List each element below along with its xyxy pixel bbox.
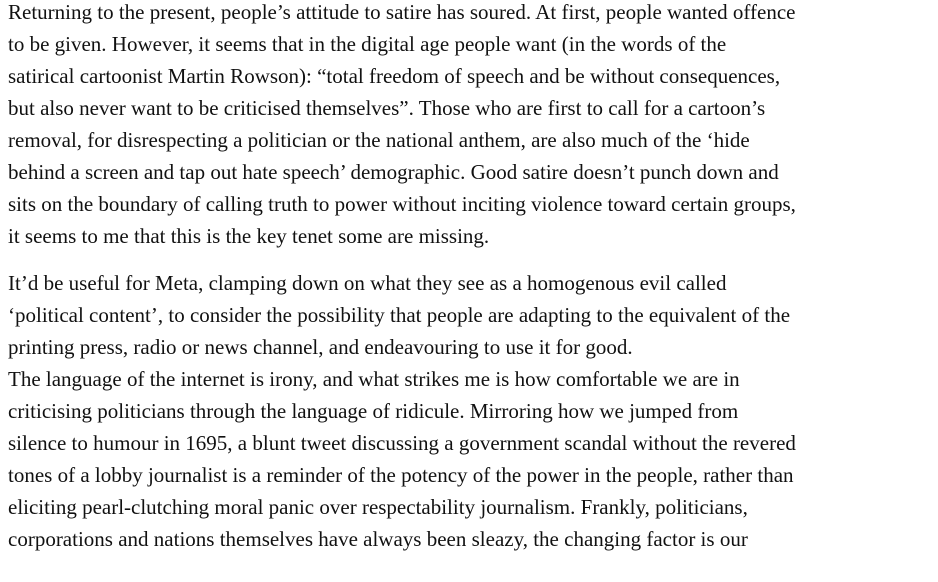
- article-body: [8, 0, 938, 555]
- text-line: to be given. However, it seems that in the digital age people want (in the words of the: [8, 32, 727, 56]
- paragraph-meta-political-content: [8, 267, 938, 363]
- text-line: satirical cartoonist Martin Rowson): “total freedom of speech and be without consequences,: [8, 64, 781, 88]
- paragraph-spacer: [8, 252, 938, 267]
- text-line: ‘political content’, to consider the possibility that people are adapting to the equivalent of the: [8, 303, 791, 327]
- text-line: It’d be useful for Meta, clamping down on what they see as a homogenous evil called: [8, 271, 727, 295]
- text-line: behind a screen and tap out hate speech’ demographic. Good satire doesn’t punch down and: [8, 160, 779, 184]
- text-line: sits on the boundary of calling truth to power without inciting violence toward certain groups,: [8, 192, 796, 216]
- paragraph-satire-attitude: [8, 0, 938, 252]
- text-line: corporations and nations themselves have always been sleazy, the changing factor is our: [8, 527, 748, 551]
- text-line: printing press, radio or news channel, and endeavouring to use it for good.: [8, 335, 633, 359]
- text-line: tones of a lobby journalist is a reminder of the potency of the power in the people, rather than: [8, 463, 794, 487]
- text-line: criticising politicians through the language of ridicule. Mirroring how we jumped from: [8, 399, 739, 423]
- text-line: Returning to the present, people’s attitude to satire has soured. At first, people wanted offence: [8, 0, 796, 24]
- text-line: it seems to me that this is the key tenet some are missing.: [8, 224, 490, 248]
- text-line: eliciting pearl-clutching moral panic over respectability journalism. Frankly, politicians,: [8, 495, 748, 519]
- paragraph-internet-irony: [8, 363, 938, 555]
- text-line: removal, for disrespecting a politician or the national anthem, are also much of the ‘hide: [8, 128, 750, 152]
- text-line: but also never want to be criticised themselves”. Those who are first to call for a cartoon’s: [8, 96, 766, 120]
- text-line: silence to humour in 1695, a blunt tweet discussing a government scandal without the revered: [8, 431, 796, 455]
- text-line: The language of the internet is irony, and what strikes me is how comfortable we are in: [8, 367, 740, 391]
